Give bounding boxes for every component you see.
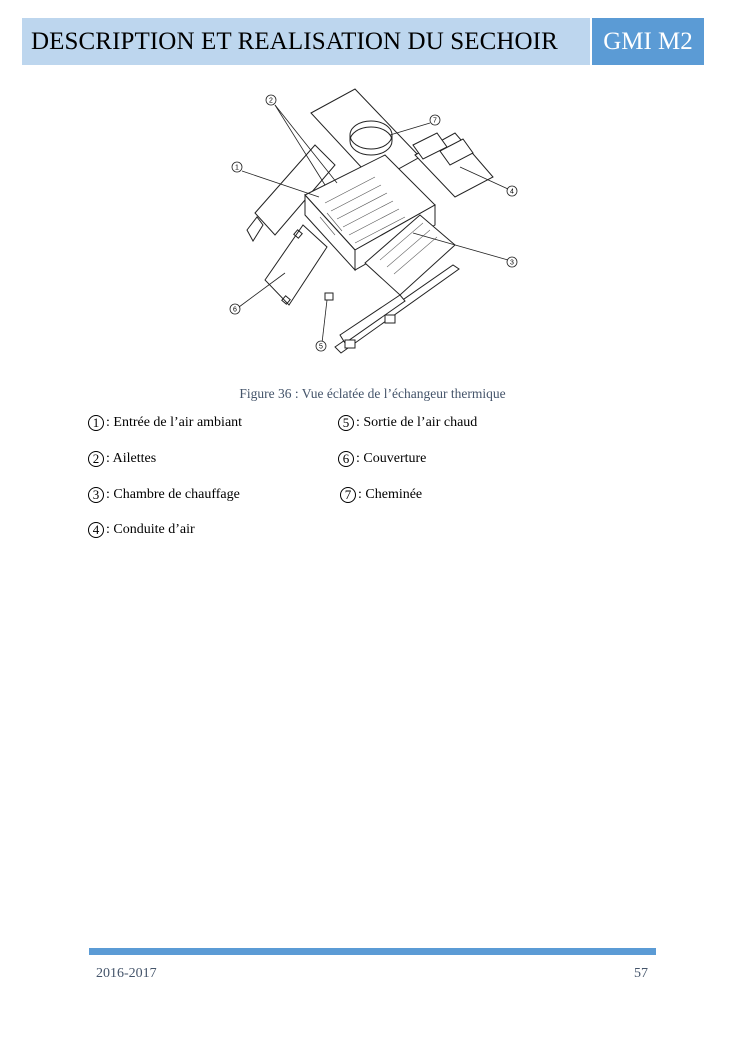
callout-3: 3 <box>510 259 514 267</box>
legend-text: : Couverture <box>356 451 427 466</box>
legend-item <box>340 487 422 503</box>
legend-number: 1 <box>88 415 104 431</box>
chimney-pipe <box>350 121 392 149</box>
legend-item <box>338 415 477 431</box>
legend-number: 3 <box>88 487 104 503</box>
header-tag: GMI M2 <box>603 27 693 55</box>
legend-text: : Sortie de l’air chaud <box>356 415 478 430</box>
legend-item <box>88 451 156 467</box>
legend-item <box>88 487 240 503</box>
legend-item <box>88 522 195 538</box>
callout-4: 4 <box>510 188 514 196</box>
legend-number: 6 <box>338 451 354 467</box>
legend-number: 5 <box>338 415 354 431</box>
legend-number: 7 <box>340 487 356 503</box>
callout-5: 5 <box>319 343 323 351</box>
callout-1: 1 <box>235 164 239 172</box>
legend-text: : Conduite d’air <box>106 522 195 537</box>
page-number: 57 <box>634 966 648 981</box>
legend-text: : Ailettes <box>106 451 157 466</box>
callout-2: 2 <box>269 97 273 105</box>
callout-7: 7 <box>433 117 437 125</box>
header-title-bar <box>22 18 590 65</box>
cover-panel <box>265 225 327 305</box>
legend-item <box>88 415 242 431</box>
page-header-title: DESCRIPTION ET REALISATION DU SECHOIR <box>31 27 558 55</box>
legend-text: : Cheminée <box>358 487 423 502</box>
legend-number: 4 <box>88 522 104 538</box>
footer-year: 2016-2017 <box>96 966 157 981</box>
header-tag-bar <box>592 18 704 65</box>
legend-item <box>338 451 426 467</box>
footer-divider <box>89 948 656 955</box>
figure-caption: Figure 36 : Vue éclatée de l’échangeur thermique <box>239 386 506 401</box>
callout-6: 6 <box>233 306 237 314</box>
legend-text: : Chambre de chauffage <box>106 487 240 502</box>
legend-text: : Entrée de l’air ambiant <box>106 415 243 430</box>
exploded-view-drawing <box>225 85 525 370</box>
legend-number: 2 <box>88 451 104 467</box>
